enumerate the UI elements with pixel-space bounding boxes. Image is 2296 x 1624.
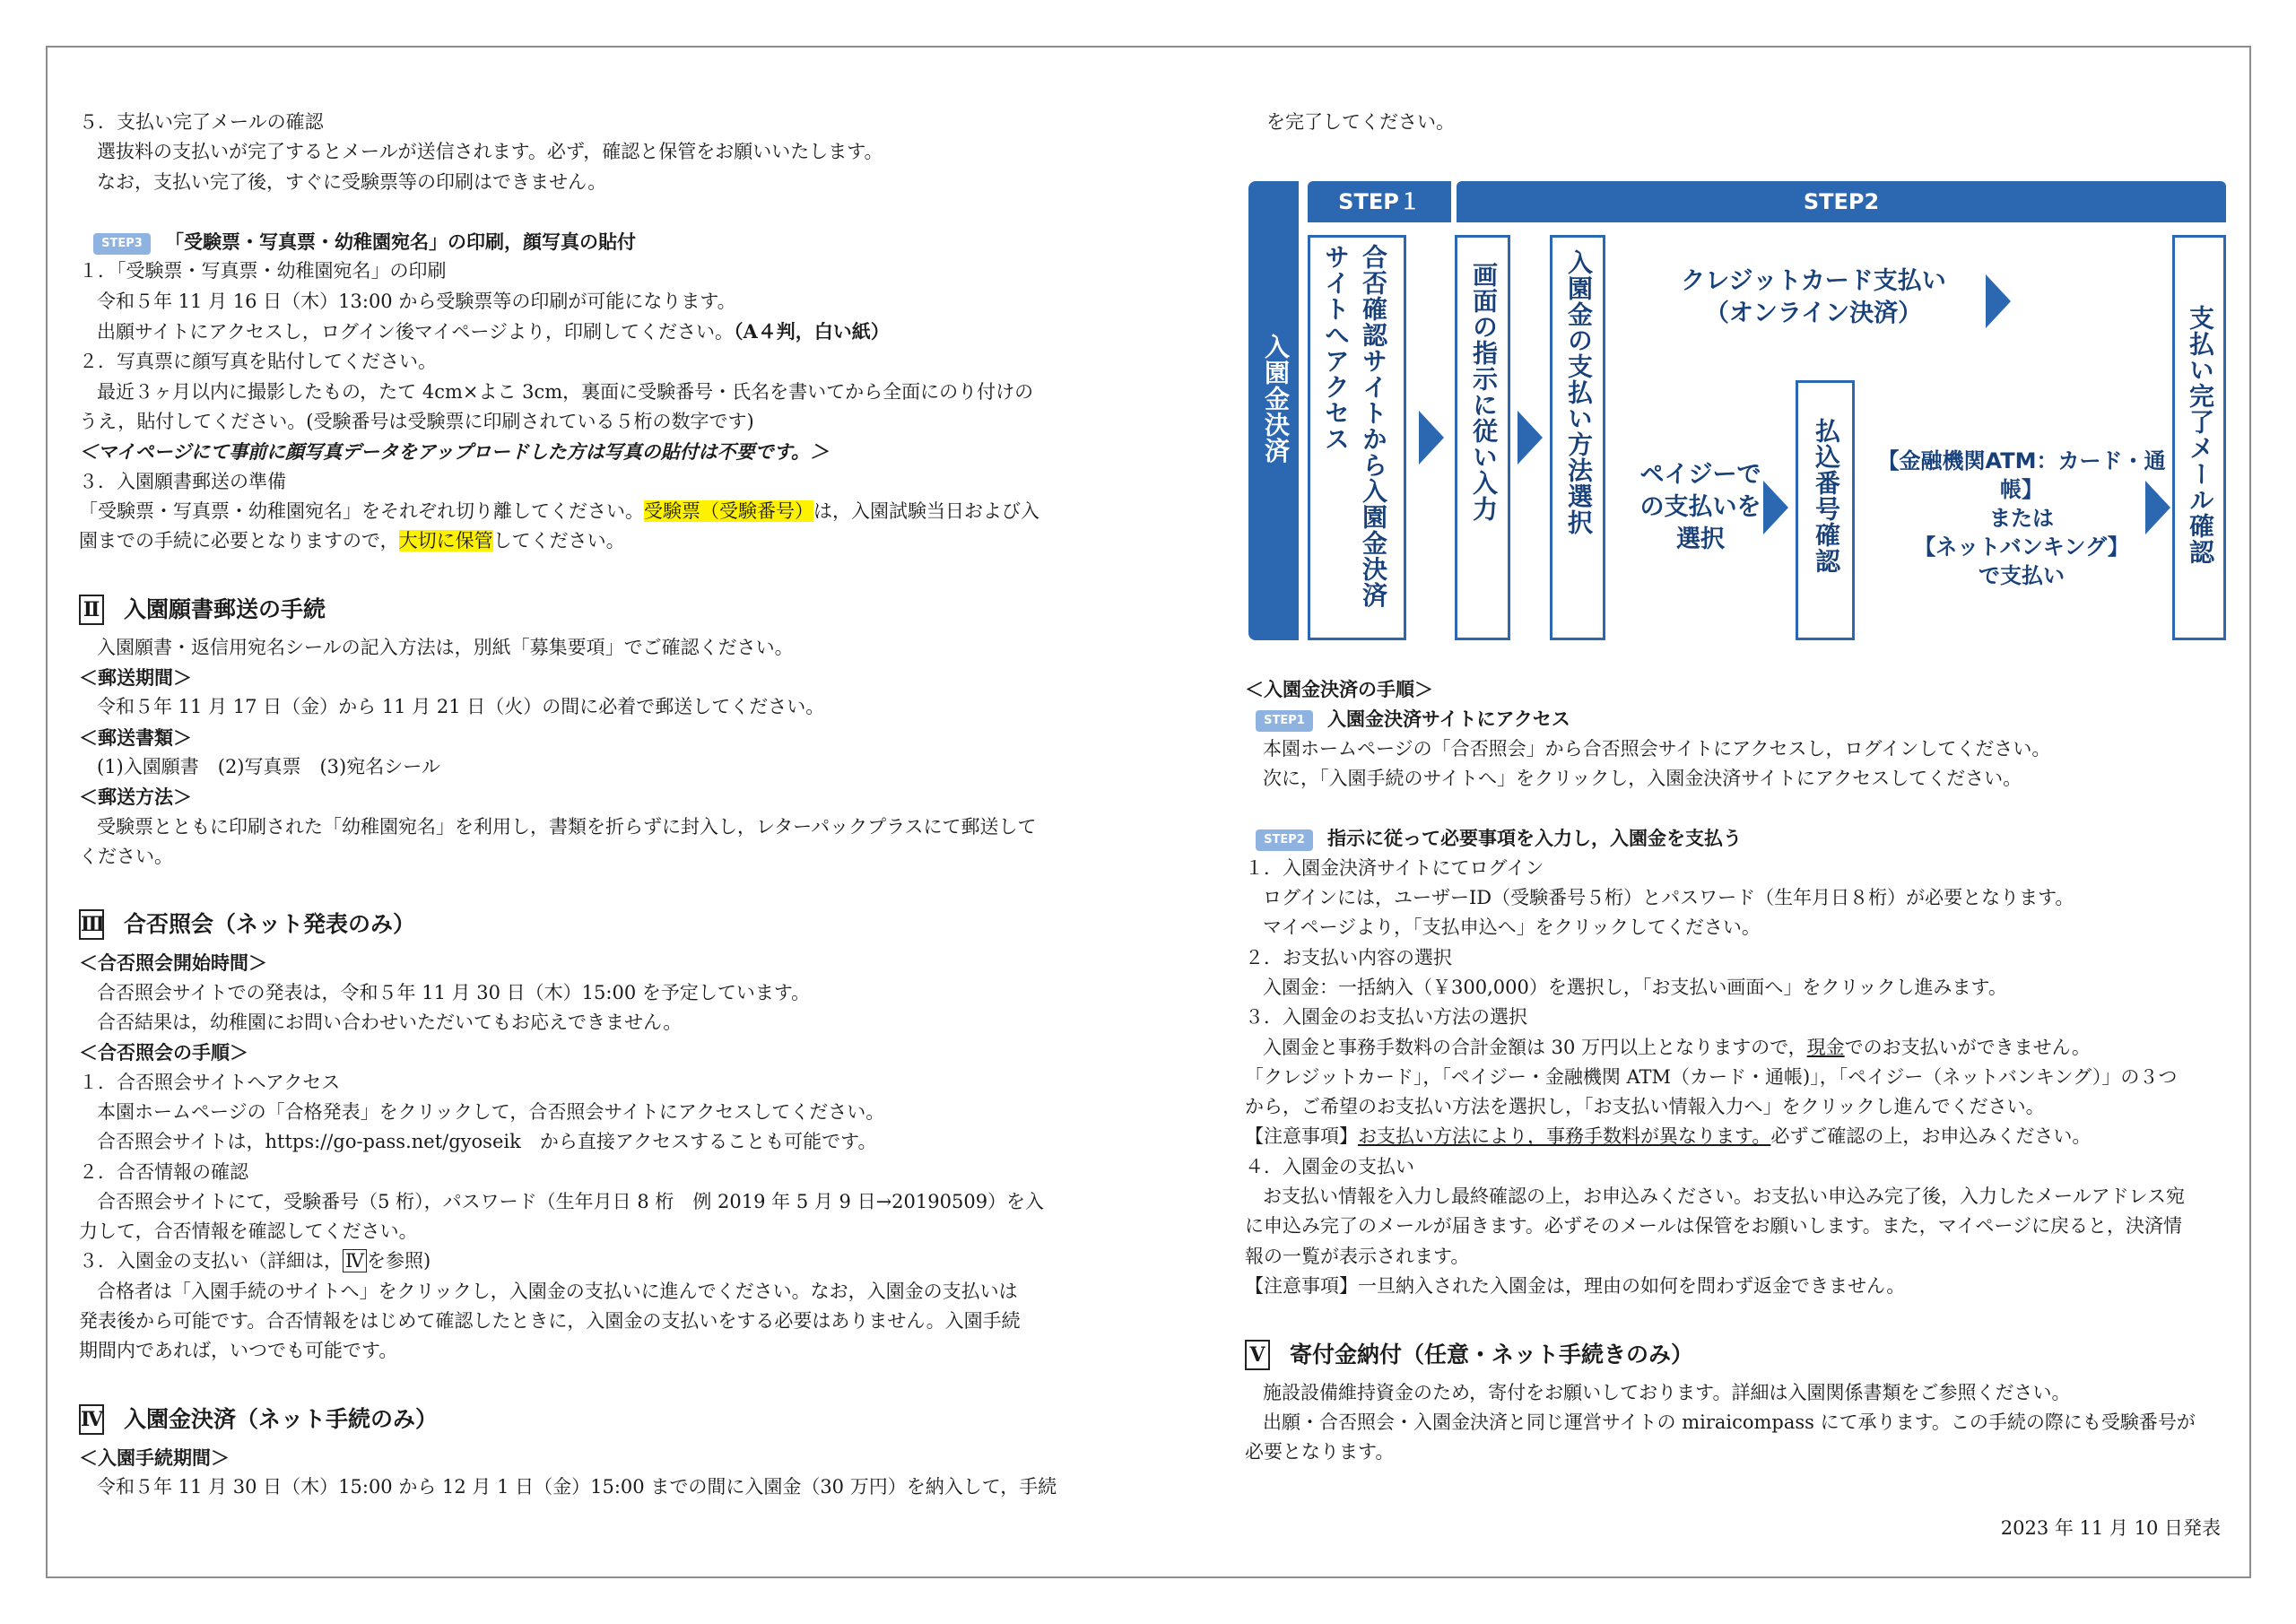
subheading: ＜合否照会の手順＞ (79, 1041, 248, 1064)
text-line: 選抜料の支払いが完了するとメールが送信されます。必ず，確認と保管をお願いいたします。 (97, 141, 883, 163)
list-item: ３．入園願書郵送の準備 (79, 470, 286, 492)
subheading: ＜入園金決済の手順＞ (1245, 678, 1433, 700)
section-number: Ⅴ (1245, 1340, 1270, 1370)
text-line: お支払い情報を入力し最終確認の上，お申込みください。お支払い申込み完了後，入力したメールアドレス宛 (1263, 1185, 2185, 1208)
flow-box-access-label: 合否確認サイトから入園金決済サイトへアクセス (1321, 244, 1388, 608)
step2-heading (1245, 823, 2222, 853)
text-line: 本園ホームページの「合格発表」をクリックして，合否照会サイトにアクセスしてください。 (97, 1100, 885, 1123)
step1-header: STEP１ (1308, 181, 1451, 222)
text-line: に申込み完了のメールが届きます。必ずそのメールは保管をお願いします。また，マイページに戻ると，決済情 (1245, 1215, 2182, 1238)
text: 【注意事項】 (1245, 1125, 1358, 1148)
flow-side-label: 入園金決済 (1261, 334, 1291, 464)
text-line: なお，支払い完了後，すぐに受験票等の印刷はできません。 (97, 170, 607, 193)
text-line: 力して，合否情報を確認してください。 (79, 1220, 418, 1243)
text-line (79, 497, 1065, 526)
payeasy-option: ペイジーで の支払いを 選択 (1639, 461, 1761, 553)
step2-title: 指示に従って必要事項を入力し，入園金を支払う (1327, 827, 1742, 850)
section-ref-box: Ⅳ (343, 1249, 367, 1272)
list-item: １．「受験票・写真票・幼稚園宛名」の印刷 (79, 260, 447, 282)
text-line: 受験票とともに印刷された「幼稚園宛名」を利用し，書類を折らずに封入し，レターパックプラスにて郵送して (97, 815, 1037, 838)
step1-title: 入園金決済サイトにアクセス (1327, 708, 1570, 731)
section-title: 入園願書郵送の手続 (124, 595, 326, 622)
section-title: 合否照会（ネット発表のみ） (124, 911, 416, 938)
list-item (79, 1246, 1065, 1276)
text: してください。 (492, 530, 625, 552)
text-line: 発表後から可能です。合否情報をはじめて確認したときに，入園金の支払いをする必要はありません。入園手続 (79, 1309, 1021, 1332)
flow-arrow (2145, 481, 2170, 534)
flow-box-input-label: 画面の指示に従い入力 (1469, 262, 1499, 522)
credit-card-option: クレジットカード支払い （オンライン決済） (1681, 267, 1946, 327)
text-line: 期間内であれば，いつでも可能です。 (79, 1340, 398, 1362)
text: は，入園試験当日および入 (813, 499, 1039, 522)
step1-heading (1245, 704, 2222, 734)
paper-note: （A４判，白い紙） (734, 320, 890, 343)
section-number: Ⅱ (79, 595, 104, 625)
text-line: うえ，貼付してください。(受験番号は受験票に印刷されている５桁の数字です) (79, 410, 754, 432)
payment-flow-diagram (1248, 181, 2226, 640)
list-item: ４．入園金の支払い (1245, 1155, 1414, 1177)
underlined: お支払い方法により，事務手数料が異なります。 (1358, 1125, 1771, 1148)
text: 「受験票・写真票・幼稚園宛名」をそれぞれ切り離してください。 (79, 499, 644, 522)
subheading: ＜入園手続期間＞ (79, 1446, 230, 1469)
highlight: 受験票（受験番号） (644, 499, 813, 522)
flow-arrow (1986, 274, 2011, 328)
photo-note: ＜マイページにて事前に顔写真データをアップロードした方は写真の貼付は不要です。＞ (79, 440, 830, 464)
text-line: ください。 (79, 845, 173, 867)
step3-title: 「受験票・写真票・幼稚園宛名」の印刷，顔写真の貼付 (165, 230, 636, 254)
text-line: 合否照会サイトにて，受験番号（5 桁），パスワード（生年月日 8 桁 例 2019 年 5 月 9 日→20190509）を入 (97, 1190, 1045, 1212)
subheading: ＜郵送方法＞ (79, 786, 192, 809)
text-line: 施設設備維持資金のため，寄付をお願いしております。詳細は入園関係書類をご参照ください。 (1263, 1381, 2071, 1403)
text-line: 令和５年 11 月 30 日（木）15:00 から 12 月 1 日（金）15:00 までの間に入園金（30 万円）を納入して，手続 (97, 1476, 1057, 1498)
section-5-heading (1245, 1337, 2222, 1373)
section-4-heading (79, 1402, 1065, 1437)
text-line (79, 526, 1065, 556)
text-line: 本園ホームページの「合否照会」から合否照会サイトにアクセスし，ログインしてください。 (1263, 737, 2051, 760)
notice-line (1245, 1122, 2222, 1151)
section-2-heading (79, 592, 1065, 628)
text-line: 合否照会サイトは，https://go-pass.net/gyoseik から直接アクセスすることも可能です。 (97, 1131, 877, 1153)
step1-tag: STEP1 (1256, 710, 1313, 732)
list-item: ２．お支払い内容の選択 (1245, 946, 1452, 968)
list-item: １．合否照会サイトへアクセス (79, 1071, 341, 1093)
text-line: 入園願書・返信用宛名シールの記入方法は，別紙「募集要項」でご確認ください。 (97, 636, 794, 658)
text-line: 「クレジットカード」，「ペイジー・金融機関 ATM（カード・通帳)」，「ペイジー（ネットバンキング）」の３つ (1245, 1065, 2178, 1088)
list-item: ２．合否情報の確認 (79, 1160, 248, 1183)
highlight: 大切に保管 (398, 530, 493, 552)
list-item: １．入園金決済サイトにてログイン (1245, 856, 1544, 879)
step3-heading (79, 227, 1065, 256)
text: を参照) (366, 1250, 431, 1272)
left-column (79, 108, 1065, 1502)
section-number: Ⅳ (79, 1404, 104, 1435)
subheading: ＜合否照会開始時間＞ (79, 951, 267, 975)
flow-arrow (1419, 411, 1444, 465)
text-line: 次に，「入園手続のサイトへ」をクリックし，入園金決済サイトにアクセスしてください。 (1263, 767, 2022, 789)
text-line: 合否結果は，幼稚園にお問い合わせいただいてもお応えできません。 (97, 1012, 683, 1034)
text: 必ずご確認の上，お申込みください。 (1770, 1125, 2092, 1148)
subheading: ＜郵送期間＞ (79, 666, 192, 690)
flow-box-method-label: 入園金の支払い方法選択 (1564, 249, 1594, 535)
text-line: 令和５年 11 月 17 日（金）から 11 月 21 日（火）の間に必着で郵送してください。 (97, 696, 825, 718)
section-number: Ⅲ (79, 909, 104, 940)
right-column (1245, 674, 2222, 1467)
subheading: ＜郵送書類＞ (79, 725, 192, 749)
section-title: 入園金決済（ネット手続のみ） (124, 1405, 439, 1432)
text-line: 出願・合否照会・入園金決済と同じ運営サイトの miraicompass にて承ります。この手続の際にも受験番号が (1263, 1411, 2196, 1433)
text-line: 令和５年 11 月 16 日（木）13:00 から受験票等の印刷が可能になります。 (97, 290, 736, 312)
text-line: 最近３ヶ月以内に撮影したもの，たて 4cm×よこ 3cm，裏面に受験番号・氏名を書いてから全面にのり付けの (97, 380, 1034, 403)
text: ３．入園金の支払い（詳細は， (79, 1250, 343, 1272)
text-line (79, 317, 1065, 347)
section-title: 寄付金納付（任意・ネット手続きのみ） (1290, 1341, 1694, 1368)
text-line: マイページより，「支払申込へ」をクリックしてください。 (1263, 916, 1761, 939)
bank-option: 【金融機関ATM：カード・通帳】 または 【ネットバンキング】 で支払い (1877, 448, 2166, 588)
flow-arrow (1763, 481, 1788, 534)
flow-box-complete-label: 支払い完了メール確認 (2186, 305, 2215, 565)
text-line: ログインには，ユーザーID（受験番号５桁）とパスワード（生年月日８桁）が必要となります。 (1263, 887, 2074, 909)
text-line: 入園金：一括納入（￥300,000）を選択し，「お支払い画面へ」をクリックし進みます。 (1263, 976, 2007, 998)
text-line: 合否照会サイトでの発表は，令和５年 11 月 30 日（木）15:00 を予定しています。 (97, 981, 811, 1003)
step2-tag: STEP2 (1256, 829, 1313, 851)
section-3-heading (79, 907, 1065, 942)
text-line: 合格者は「入園手続のサイトへ」をクリックし，入園金の支払いに進んでください。なお，入園金の支払いは (97, 1280, 1018, 1302)
flow-arrow (1518, 411, 1543, 465)
publish-date: 2023 年 11 月 10 日発表 (2000, 1517, 2221, 1539)
list-item: ２．写真票に顔写真を貼付してください。 (79, 351, 437, 373)
text: 出願サイトにアクセスし，ログイン後マイページより，印刷してください。 (97, 321, 735, 343)
text-line: 報の一覧が表示されます。 (1245, 1245, 1470, 1267)
text: でのお支払いができません。 (1844, 1036, 2091, 1058)
text-line: から，ご希望のお支払い方法を選択し，「お支払い情報入力へ」をクリックし進んでください。 (1245, 1096, 2045, 1118)
text-line: 必要となります。 (1245, 1441, 1395, 1463)
list-item: ３．入園金のお支払い方法の選択 (1245, 1006, 1527, 1029)
text: 園までの手続に必要となりますので， (79, 530, 399, 552)
step2-header: STEP2 (1457, 181, 2226, 222)
section-5-title: ５．支払い完了メールの確認 (79, 111, 324, 133)
text: 入園金と事務手数料の合計金額は 30 万円以上となりますので， (1263, 1036, 1807, 1058)
text-line: (1)入園願書 (2)写真票 (3)宛名シール (97, 755, 440, 777)
notice-line: 【注意事項】一旦納入された入園金は，理由の如何を問わず返金できません。 (1245, 1274, 1906, 1297)
flow-box-payment-number-label: 払込番号確認 (1812, 418, 1841, 574)
continuation-line: を完了してください。 (1266, 111, 1455, 133)
step3-tag: STEP3 (93, 233, 151, 255)
underlined: 現金 (1806, 1036, 1845, 1058)
text-line (1245, 1033, 2222, 1063)
